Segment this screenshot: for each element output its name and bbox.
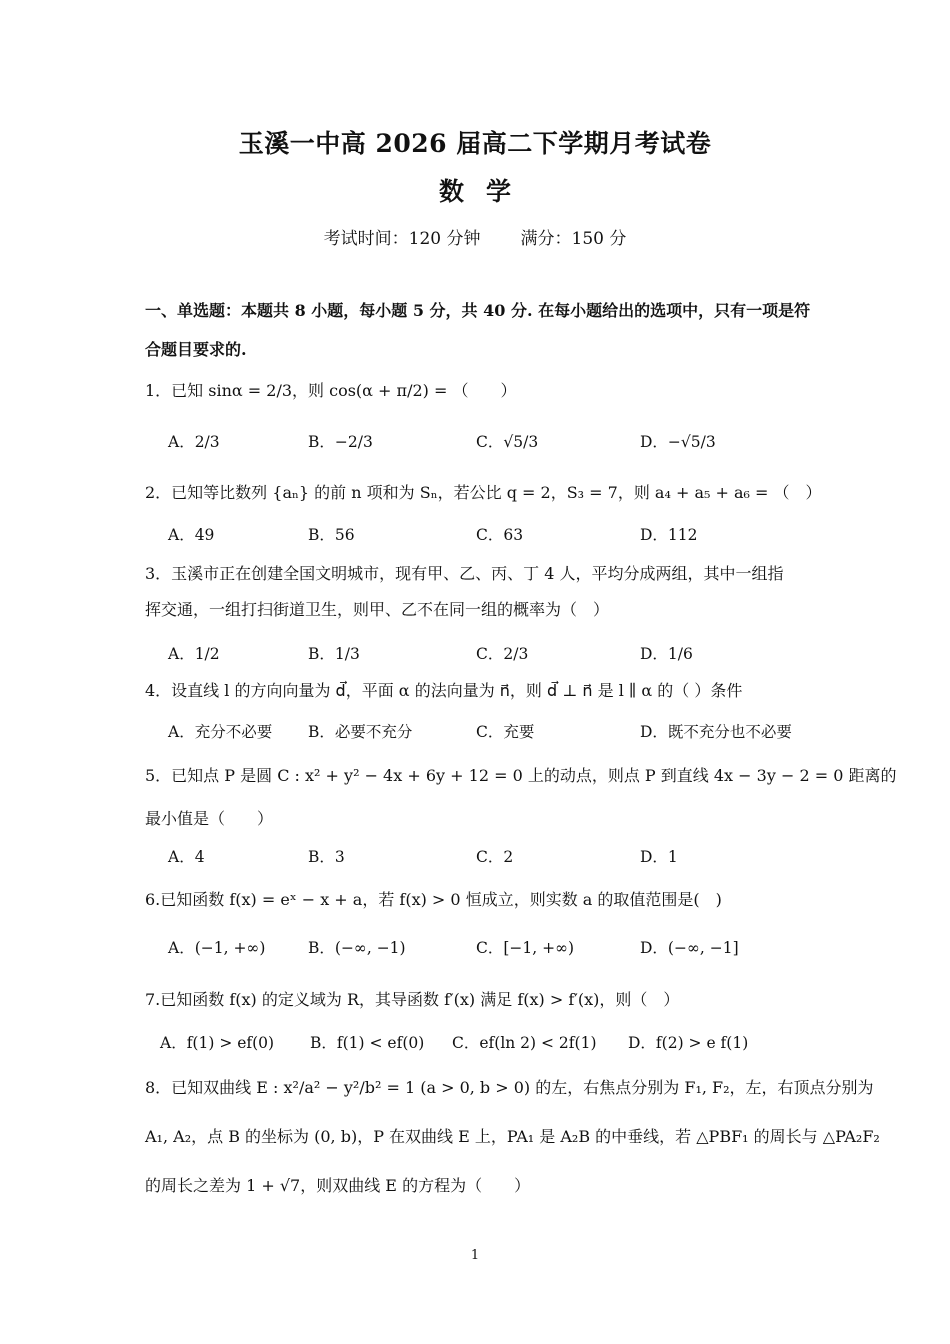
q5-option-c: C．2 (476, 848, 514, 866)
question-3-line-1: 3．玉溪市正在创建全国文明城市，现有甲、乙、丙、丁 4 人，平均分成两组，其中一组指 (145, 564, 784, 583)
q6-option-b: B．(−∞, −1) (308, 939, 406, 957)
q4-option-d: D．既不充分也不必要 (640, 723, 792, 741)
q5-option-b: B．3 (308, 848, 345, 866)
q6-option-c: C．[−1, +∞) (476, 939, 575, 957)
question-3-line-2: 挥交通，一组打扫街道卫生，则甲、乙不在同一组的概率为（ ） (145, 600, 610, 619)
q7-option-c: C．ef(ln 2) < 2f(1) (452, 1034, 597, 1052)
q1-option-d: D．−√5/3 (640, 433, 716, 451)
question-8-line-3: 的周长之差为 1 + √7，则双曲线 E 的方程为（ ） (145, 1176, 531, 1195)
q3-option-d: D．1/6 (640, 645, 693, 663)
subject-title: 数学 (438, 177, 533, 206)
q2-option-a: A．49 (168, 526, 215, 544)
q5-option-a: A．4 (168, 848, 205, 866)
question-5-line-2: 最小值是（ ） (145, 809, 274, 828)
q7-option-b: B．f(1) < ef(0) (310, 1034, 425, 1052)
question-5-line-1: 5．已知点 P 是圆 C : x² + y² − 4x + 6y + 12 = 0 上的动点，则点 P 到直线 4x − 3y − 2 = 0 距离的 (145, 766, 897, 785)
question-7: 7.已知函数 f(x) 的定义域为 R，其导函数 f′(x) 满足 f(x) > f′(x)，则（ ） (145, 990, 680, 1009)
q4-option-a: A．充分不必要 (168, 723, 273, 741)
question-1: 1．已知 sinα = 2/3，则 cos(α + π/2) = （ ） (145, 381, 517, 400)
exam-info (0, 224, 950, 249)
q6-option-a: A．(−1, +∞) (168, 939, 266, 957)
exam-time: 考试时间：120 分钟 (323, 229, 481, 249)
q1-option-b: B．−2/3 (308, 433, 373, 451)
q3-option-a: A．1/2 (168, 645, 220, 663)
question-6: 6.已知函数 f(x) = eˣ − x + a，若 f(x) > 0 恒成立，则实数 a 的取值范围是( ) (145, 890, 722, 909)
question-4: 4．设直线 l 的方向向量为 d⃗，平面 α 的法向量为 n⃗，则 d⃗ ⊥ n⃗ 是 l ∥ α 的（ ）条件 (145, 681, 743, 700)
question-2: 2．已知等比数列 {aₙ} 的前 n 项和为 Sₙ，若公比 q = 2，S₃ = 7，则 a₄ + a₅ + a₆ = （ ） (145, 483, 822, 502)
q7-option-d: D．f(2) > e f(1) (628, 1034, 749, 1052)
q1-option-a: A．2/3 (168, 433, 220, 451)
q4-option-b: B．必要不充分 (308, 723, 413, 741)
section-heading-line-2: 合题目要求的. (145, 340, 247, 359)
q3-option-c: C．2/3 (476, 645, 529, 663)
q4-option-c: C．充要 (476, 723, 535, 741)
q6-option-d: D．(−∞, −1] (640, 939, 739, 957)
q2-option-d: D．112 (640, 526, 698, 544)
q3-option-b: B．1/3 (308, 645, 360, 663)
exam-title: 玉溪一中高 2026 届高二下学期月考试卷 (238, 129, 712, 158)
q5-option-d: D．1 (640, 848, 678, 866)
page-number: 1 (470, 1248, 480, 1263)
exam-score: 满分：150 分 (520, 229, 627, 249)
question-8-line-1: 8．已知双曲线 E : x²/a² − y²/b² = 1 (a > 0, b > 0) 的左，右焦点分别为 F₁, F₂，左，右顶点分别为 (145, 1078, 874, 1097)
section-heading-line-1: 一、单选题：本题共 8 小题，每小题 5 分，共 40 分. 在每小题给出的选项中，只有一项是符 (145, 301, 811, 320)
q1-option-c: C．√5/3 (476, 433, 539, 451)
q2-option-c: C．63 (476, 526, 524, 544)
q7-option-a: A．f(1) > ef(0) (160, 1034, 275, 1052)
q2-option-b: B．56 (308, 526, 355, 544)
question-8-line-2: A₁, A₂，点 B 的坐标为 (0, b)，P 在双曲线 E 上，PA₁ 是 A₂B 的中垂线，若 △PBF₁ 的周长与 △PA₂F₂ (145, 1127, 880, 1146)
